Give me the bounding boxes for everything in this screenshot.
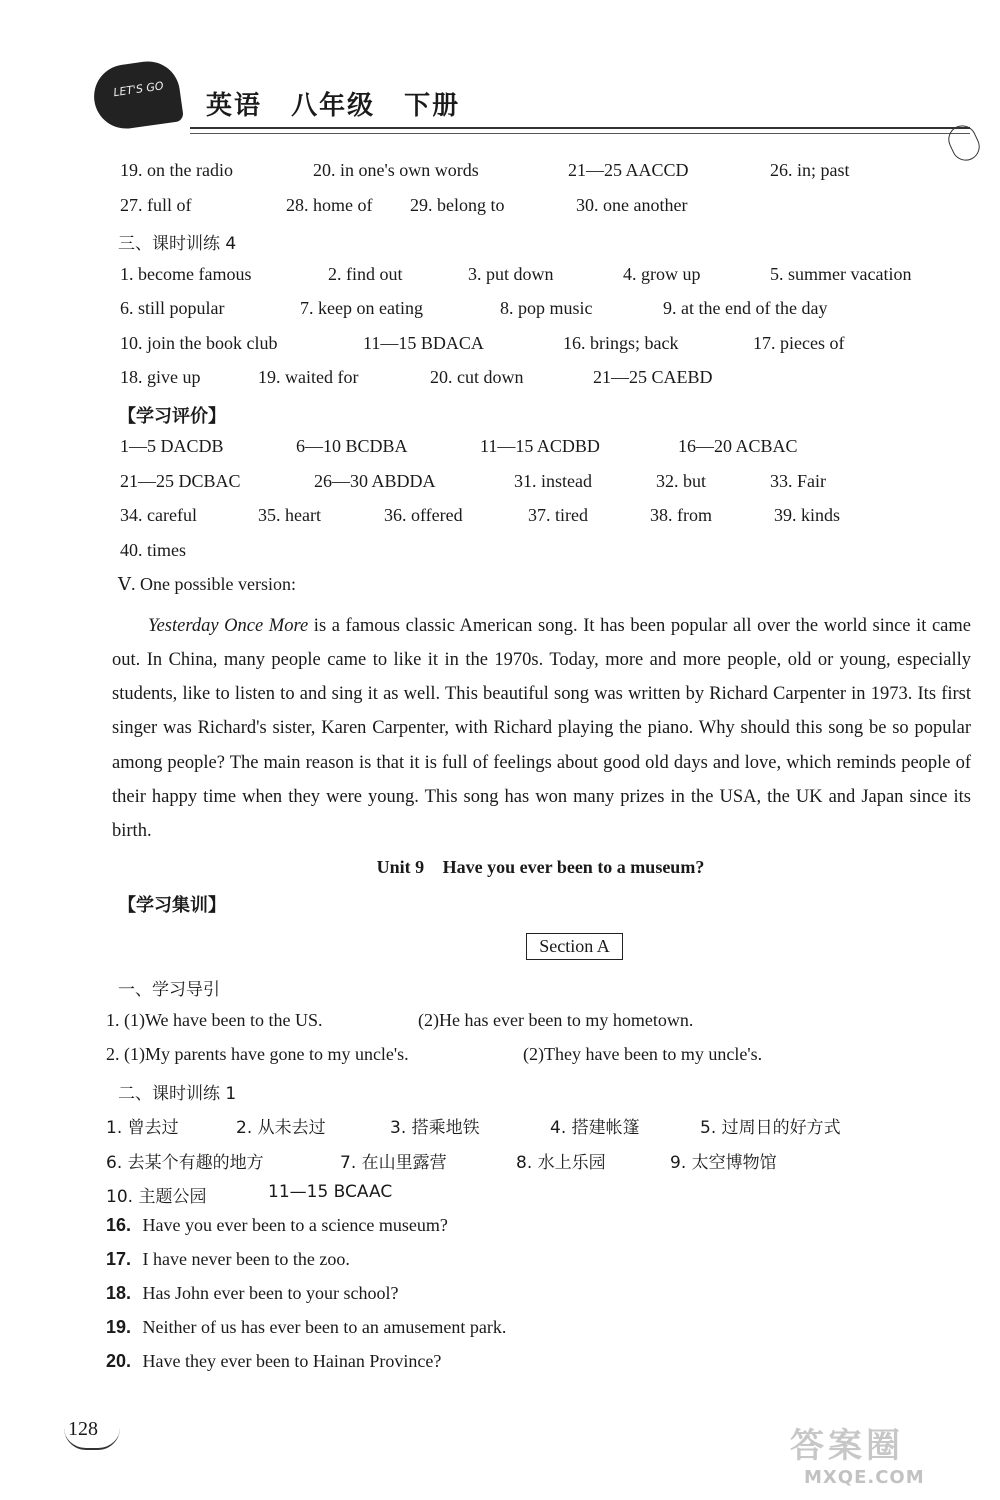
answer-item: 4. 搭建帐篷: [550, 1118, 640, 1139]
version-row: [118, 572, 963, 607]
answer-item: 7. 在山里露营: [340, 1152, 447, 1173]
sentence-number: 18.: [106, 1282, 132, 1303]
answer-item: 16—20 ACBAC: [678, 436, 798, 456]
answer-item: 39. kinds: [774, 505, 841, 525]
answer-row: [118, 469, 963, 504]
answer-item: 5. summer vacation: [770, 263, 912, 284]
answer-row: [106, 1008, 963, 1043]
answer-item: 35. heart: [258, 505, 321, 525]
unit-question: Have you ever been to a museum?: [442, 856, 705, 877]
answer-item: (2)He has ever been to my hometown.: [418, 1009, 694, 1030]
book-grade: 八年级: [291, 91, 376, 121]
section-heading: 三、课时训练 4: [118, 234, 237, 254]
answer-item: 26—30 ABDDA: [314, 470, 436, 491]
sentence-number: 17.: [106, 1248, 132, 1269]
section-label: Section A: [526, 933, 623, 960]
answer-item: 28. home of: [286, 194, 373, 215]
answer-item: 20. in one's own words: [313, 160, 479, 180]
answer-row: [118, 434, 963, 469]
page-number: 128: [68, 1418, 98, 1440]
section-box-wrap: [118, 923, 963, 973]
answer-item: (2)They have been to my uncle's.: [523, 1044, 763, 1065]
answer-item: 3. put down: [468, 263, 554, 284]
answer-row: [118, 158, 963, 193]
answer-row: [106, 1146, 963, 1181]
answer-row: [118, 538, 963, 573]
answer-item: 1. (1)We have been to the US.: [106, 1009, 323, 1030]
answer-item: 36. offered: [384, 505, 463, 525]
answer-item: 10. 主题公园: [106, 1187, 207, 1208]
answer-item: 21—25 DCBAC: [120, 470, 241, 491]
answer-item: 7. keep on eating: [300, 298, 423, 318]
sentence-text: Have they ever been to Hainan Province?: [142, 1350, 442, 1371]
answer-item: 17. pieces of: [753, 332, 845, 353]
answer-item: 6—10 BCDBA: [296, 436, 408, 456]
answer-row: [106, 1042, 963, 1077]
answer-item: 11—15 BDACA: [363, 332, 484, 353]
header-rule-thin: [190, 133, 970, 134]
answer-item: 27. full of: [120, 194, 192, 215]
collect-heading: 【学习集训】: [118, 894, 226, 916]
series-logo: LET'S GO: [90, 57, 184, 132]
answer-row: [118, 193, 963, 228]
answer-item: 3. 搭乘地铁: [390, 1118, 480, 1139]
answer-item: 2. (1)My parents have gone to my uncle's.: [106, 1044, 409, 1065]
watermark-logo: 答案圈: [790, 1426, 904, 1466]
answer-item: 2. find out: [328, 263, 403, 284]
answer-item: 19. waited for: [258, 367, 359, 387]
answer-item: 1. 曾去过: [106, 1118, 179, 1139]
answer-item: 18. give up: [120, 367, 201, 387]
answer-item: 8. 水上乐园: [516, 1152, 606, 1173]
answer-item: 1—5 DACDB: [120, 436, 224, 456]
answer-item: 11—15 ACDBD: [480, 436, 600, 456]
sentence-row: [106, 1351, 963, 1385]
sentence-row: [106, 1283, 963, 1317]
page-content: [106, 158, 971, 1385]
sentence-row: [106, 1249, 963, 1283]
answer-item: 29. belong to: [410, 194, 505, 215]
essay-paragraph: [112, 609, 971, 849]
essay-song-title: Yesterday Once More: [148, 615, 309, 636]
essay-body: is a famous classic American song. It has been popular all over the world since it came out. In China, many people came to like it in the 1970s. Today, more and more people, old or young, especially students, like to listen to and sing it as well. This beautiful song was written by Richard Carpenter in 1973. Its first singer was Richard's sister, Karen Carpenter, with Richard playing the piano. Why should this song be so popular among people? The main reason is that it is full of feelings about good old days and love, which reminds people of their happy time when they were young. This song has won many prizes in the USA, the UK and Japan since its birth.: [112, 615, 971, 842]
answer-item: 33. Fair: [770, 470, 826, 491]
answer-item: 20. cut down: [430, 367, 524, 387]
sentence-number: 20.: [106, 1350, 132, 1371]
version-label: Ⅴ. One possible version:: [118, 574, 296, 594]
answer-item: 9. at the end of the day: [663, 298, 828, 318]
answer-row: [118, 296, 963, 331]
answer-row: [118, 365, 963, 400]
answer-row: [118, 262, 963, 297]
answer-row: [118, 503, 963, 538]
answer-item: 37. tired: [528, 505, 588, 525]
answer-item: 8. pop music: [500, 298, 593, 318]
lesson-heading: 二、课时训练 1: [118, 1083, 237, 1104]
answer-item: 11—15 BCAAC: [268, 1182, 393, 1203]
book-subject: 英语: [206, 91, 263, 121]
answer-row: [118, 331, 963, 366]
answer-item: 19. on the radio: [120, 160, 233, 180]
page-number-arc: [64, 1428, 120, 1450]
answer-item: 10. join the book club: [120, 332, 278, 353]
unit-title: [118, 857, 963, 889]
book-volume: 下册: [404, 91, 461, 121]
answer-item: 38. from: [650, 505, 712, 525]
evaluation-heading: 【学习评价】: [118, 405, 226, 427]
answer-item: 2. 从未去过: [236, 1118, 326, 1139]
sentence-text: Neither of us has ever been to an amusement park.: [142, 1316, 507, 1337]
answer-item: 26. in; past: [770, 160, 850, 180]
answer-item: 6. still popular: [120, 298, 225, 318]
answer-row: [106, 1111, 963, 1146]
unit-label: Unit 9: [376, 856, 425, 877]
answer-item: 21—25 AACCD: [568, 160, 689, 180]
answer-item: 32. but: [656, 470, 707, 491]
answer-item: 30. one another: [576, 194, 688, 215]
answer-item: 4. grow up: [623, 263, 701, 284]
sentence-text: Has John ever been to your school?: [142, 1282, 399, 1303]
answer-item: 16. brings; back: [563, 332, 679, 353]
watermark: [790, 1418, 980, 1488]
answer-item: 40. times: [120, 539, 186, 560]
sentence-number: 19.: [106, 1316, 132, 1337]
answer-item: 9. 太空博物馆: [670, 1152, 777, 1173]
answer-row: [106, 1180, 963, 1215]
answer-item: 5. 过周日的好方式: [700, 1118, 841, 1139]
answer-item: 21—25 CAEBD: [593, 367, 713, 387]
book-title: [206, 85, 478, 122]
sentence-text: Have you ever been to a science museum?: [142, 1214, 448, 1235]
page-header: [90, 55, 990, 165]
guide-heading: 一、学习导引: [118, 980, 220, 1001]
header-rule: [190, 127, 970, 129]
answer-item: 31. instead: [514, 470, 592, 491]
watermark-url: MXQE.COM: [804, 1467, 925, 1488]
answer-item: 6. 去某个有趣的地方: [106, 1152, 264, 1173]
answer-item: 34. careful: [120, 505, 197, 525]
sentence-number: 16.: [106, 1214, 132, 1235]
sentence-row: [106, 1215, 963, 1249]
answer-item: 1. become famous: [120, 263, 252, 284]
sentence-text: I have never been to the zoo.: [142, 1248, 350, 1269]
sentence-row: [106, 1317, 963, 1351]
